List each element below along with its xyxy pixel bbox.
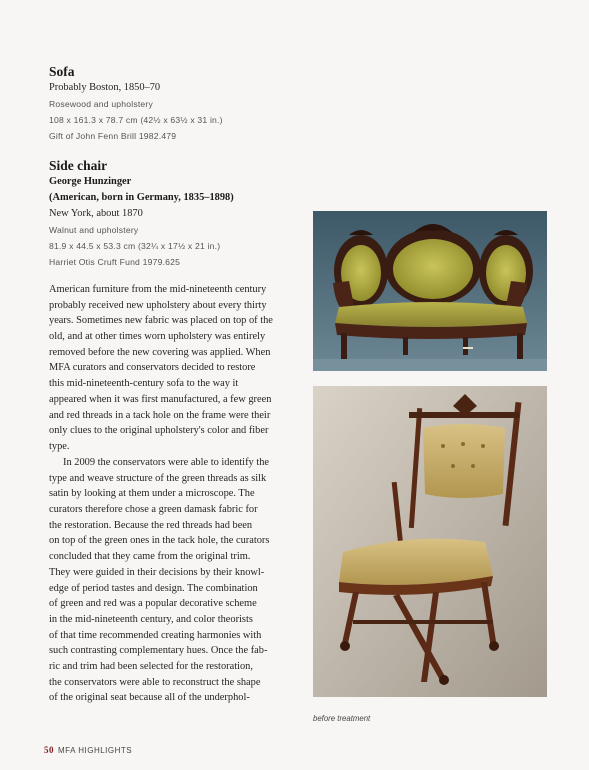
text-line: only clues to the original upholstery's color and fiber [49, 425, 269, 437]
text-line: type and weave structure of the green threads as silk [49, 472, 267, 484]
sofa-materials: Rosewood and upholstery [49, 99, 153, 109]
text-line: appeared when it was first manufactured, a few green [49, 393, 272, 405]
text-line: of that time recommended creating harmonies with [49, 629, 262, 641]
text-line: of the original seat because all of the underphol- [49, 692, 250, 704]
sofa-dimensions: 108 x 161.3 x 78.7 cm (42½ x 63½ x 31 in.) [49, 115, 223, 125]
text-line: American furniture from the mid-nineteenth century [49, 284, 267, 295]
text-line: the conservators were able to reconstruct the shape [49, 676, 261, 688]
sofa-credit: Gift of John Fenn Brill 1982.479 [49, 131, 177, 141]
body-paragraph-1 [49, 282, 299, 455]
body-paragraph-2 [49, 455, 299, 706]
text-line: probably received new upholstery about every thirty [49, 299, 267, 311]
chair-dimensions: 81.9 x 44.5 x 53.3 cm (32¼ x 17½ x 21 in.) [49, 241, 221, 251]
text-line: type. [49, 440, 70, 452]
text-line: on top of the green ones in the tack hole, the curators [49, 535, 270, 547]
chair-photo [313, 386, 547, 697]
text-line: in the mid-nineteenth century, and color theorists [49, 613, 253, 625]
text-line: satin by looking at them under a microscope. The [49, 488, 255, 500]
chair-credit: Harriet Otis Cruft Fund 1979.625 [49, 257, 181, 267]
section-name: MFA HIGHLIGHTS [58, 746, 133, 755]
text-line: In 2009 the conservators were able to identify the [63, 457, 270, 468]
text-line: edge of period tastes and design. The combination [49, 582, 258, 594]
text-line: old, and at other times worn upholstery was entirely [49, 331, 266, 343]
page-folio [44, 745, 132, 755]
text-line: this mid-nineteenth-century sofa to the way it [49, 378, 239, 390]
chair-maker-detail: (American, born in Germany, 1835–1898) [49, 192, 234, 203]
text-line: of green and red was a popular decorative scheme [49, 598, 257, 610]
sofa-origin: Probably Boston, 1850–70 [49, 82, 161, 93]
chair-maker: George Hunzinger [49, 176, 132, 187]
chair-origin: New York, about 1870 [49, 208, 143, 219]
chair-title: Side chair [49, 158, 108, 173]
text-line: and red threads in a tack hole on the frame were their [49, 409, 271, 421]
text-line: the restoration. Because the red threads had been [49, 519, 253, 531]
text-line: removed before the new covering was applied. When [49, 346, 271, 358]
text-line: concluded that they came from the original trim. [49, 551, 251, 563]
text-line: They were guided in their decisions by their knowl- [49, 566, 265, 578]
photo-caption: before treatment [313, 713, 371, 723]
sofa-title: Sofa [49, 64, 75, 79]
sofa-illustration [313, 211, 547, 371]
text-line: ric and trim had been selected for the restoration, [49, 660, 253, 672]
text-line: years. Sometimes new fabric was placed on top of the [49, 315, 273, 327]
chair-illustration [313, 386, 547, 697]
text-line: such contrasting complementary hues. Once the fab- [49, 645, 268, 657]
page-number: 50 [44, 745, 54, 755]
text-line: MFA curators and conservators decided to restore [49, 362, 256, 374]
sofa-photo [313, 211, 547, 371]
text-line: curators therefore chose a green damask fabric for [49, 504, 258, 516]
chair-materials: Walnut and upholstery [49, 225, 139, 235]
